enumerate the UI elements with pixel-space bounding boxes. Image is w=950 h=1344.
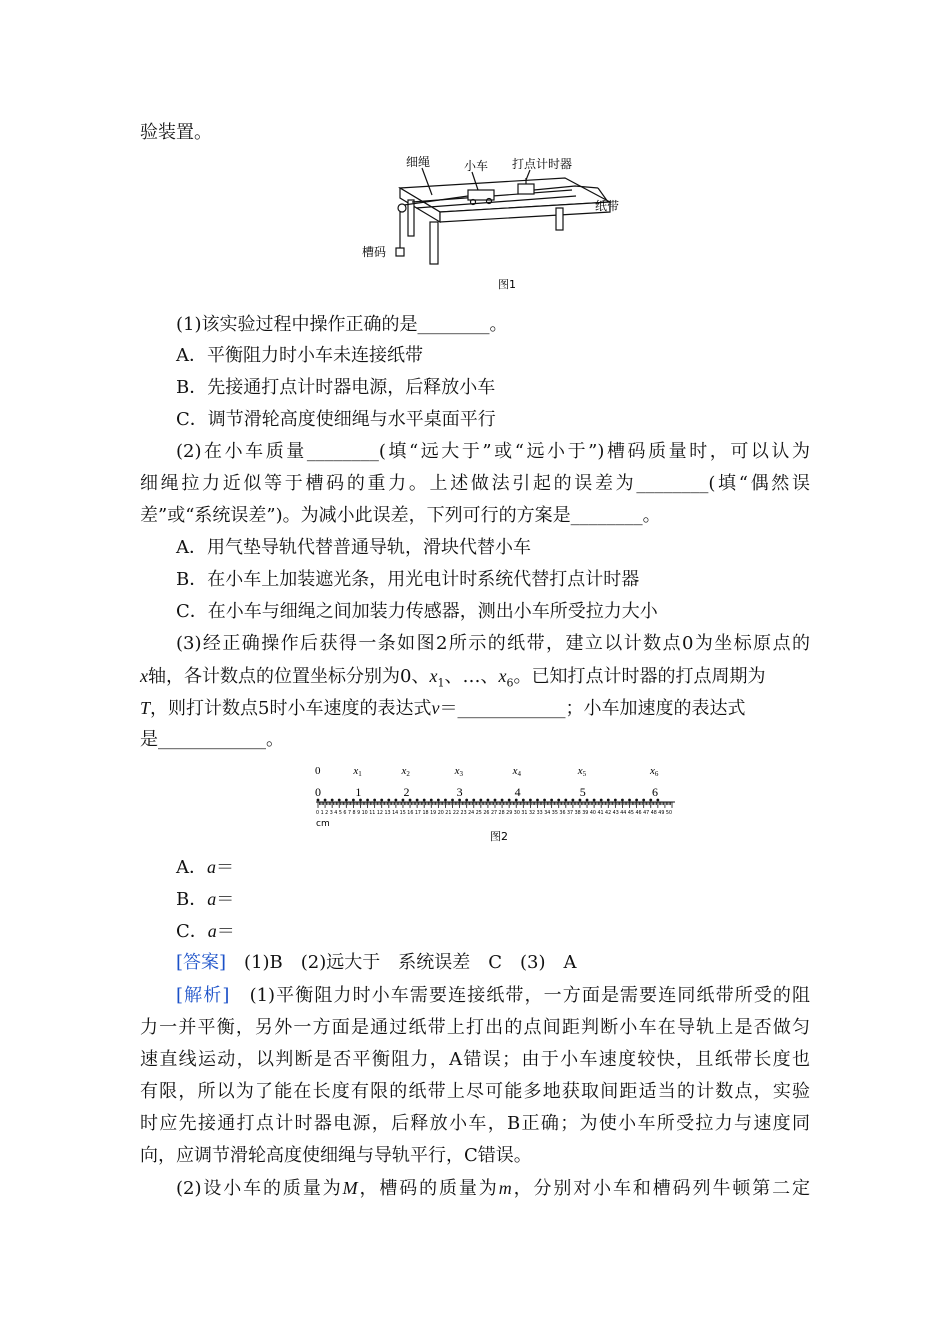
fig2-tape-dot xyxy=(515,799,518,802)
fig2-tape-dot xyxy=(494,799,497,802)
option-a-label: A． xyxy=(176,857,207,878)
answer-text: (1)B (2)远大于 系统误差 C (3) A xyxy=(226,952,577,973)
analysis-line-1 xyxy=(176,981,810,1011)
fig2-point-number: 1 xyxy=(355,785,362,799)
fig2-tape-dot xyxy=(373,799,376,802)
q3-line-3b: ＝____________；小车加速度的表达式 xyxy=(439,698,746,719)
q3-line-2b: 。已知打点计时器的打点周期为 xyxy=(513,666,766,687)
q3-line-3 xyxy=(140,693,745,724)
fig2-tape-dot xyxy=(338,799,341,802)
fig2-tape-dot xyxy=(409,799,412,802)
q2-option-a: A．用气垫导轨代替普通导轨，滑块代替小车 xyxy=(176,537,531,558)
fig2-tape-dot xyxy=(501,799,504,802)
fig2-x-label: x5 xyxy=(577,765,587,778)
fig2-tape-dot xyxy=(423,799,426,802)
fig2-point-number: 4 xyxy=(514,785,521,799)
option-b-var: a xyxy=(207,889,217,909)
fig2-x-label: x4 xyxy=(512,765,522,778)
analysis-tag: [解析] xyxy=(176,985,230,1006)
fig2-tape-dot xyxy=(614,799,617,802)
fig2-tape-dot xyxy=(437,799,440,802)
q3-x6-var: x xyxy=(498,666,507,686)
answer-line xyxy=(176,948,577,978)
fig2-tape-dot xyxy=(444,799,447,802)
q1-option-b: B．先接通打点计时器电源，后释放小车 xyxy=(176,377,496,398)
fig2-tape-dot xyxy=(557,799,560,802)
analysis-m-var: m xyxy=(498,1178,512,1198)
analysis-text-1: (1)平衡阻力时小车需要连接纸带，一方面是需要连同纸带所受的阻 xyxy=(229,985,810,1006)
analysis-line-3: 速直线运动，以判断是否平衡阻力，A错误；由于小车速度较快，且纸带长度也 xyxy=(140,1049,810,1070)
fig2-tape-dot xyxy=(607,799,610,802)
fig2-tape-dot xyxy=(586,799,589,802)
fig2-tape-dot xyxy=(430,799,433,802)
fig2-tape-dot xyxy=(479,799,482,802)
q3-sep: 、…、 xyxy=(444,666,499,687)
fig2-tape-dot xyxy=(522,799,525,802)
q3-line-2a: 轴，各计数点的位置坐标分别为0、 xyxy=(148,666,430,687)
q1-option-a: A．平衡阻力时小车未连接纸带 xyxy=(176,345,423,366)
q3-x6-sub: 6 xyxy=(506,676,514,690)
fig2-tape-dot xyxy=(380,799,383,802)
fig2-origin-label: 0 xyxy=(315,765,321,777)
option-a-var: a xyxy=(207,857,216,877)
fig2-tape-dot xyxy=(324,799,327,802)
q1-option-c: C．调节滑轮高度使细绳与水平桌面平行 xyxy=(176,409,496,430)
q3-x1-var: x xyxy=(429,666,438,686)
option-a xyxy=(176,852,234,883)
fig2-point-number: 0 xyxy=(315,785,321,799)
fig2-tape-dot xyxy=(536,799,539,802)
fig2-tape-dot xyxy=(458,799,461,802)
fig2-tape-dot xyxy=(345,799,348,802)
fig2-tape-dot xyxy=(628,799,631,802)
analysis-7c: ，分别对小车和槽码列牛顿第二定 xyxy=(511,1178,811,1199)
q2-option-b: B．在小车上加装遮光条，用光电计时系统代替打点计时器 xyxy=(176,569,640,590)
q2-option-c: C．在小车与细绳之间加装力传感器，测出小车所受拉力大小 xyxy=(176,601,658,622)
q3-line-4: 是____________。 xyxy=(140,729,284,750)
fig1-label-weight: 槽码 xyxy=(362,245,387,259)
fig2-caption: 图2 xyxy=(490,830,508,843)
fig2-tape-dot xyxy=(508,799,511,802)
q3-x1-sub: 1 xyxy=(437,676,445,690)
fig2-tape-dot xyxy=(387,799,390,802)
intro-end-text: 验装置。 xyxy=(140,122,212,143)
q2-line-3: 差”或“系统误差”)。为减小此误差，下列可行的方案是________。 xyxy=(140,505,661,526)
q3-x-var: x xyxy=(140,666,148,686)
analysis-7a: (2)设小车的质量为 xyxy=(176,1178,343,1199)
fig1-label-cart: 小车 xyxy=(464,159,489,173)
fig2-tape-dot xyxy=(359,799,362,802)
fig2-tape-dot xyxy=(649,799,652,802)
fig2-x-label: x6 xyxy=(650,765,659,778)
figure-2-tape xyxy=(310,760,680,850)
fig2-tape-dot xyxy=(550,799,553,802)
q1-stem: (1)该实验过程中操作正确的是________。 xyxy=(176,314,508,335)
fig2-tape-dot xyxy=(579,799,582,802)
fig1-label-timer: 打点计时器 xyxy=(512,157,573,171)
fig2-tape-dot xyxy=(642,799,645,802)
fig1-caption: 图1 xyxy=(498,278,516,290)
analysis-line-4: 有限，所以为了能在长度有限的纸带上尽可能多地获取间距适当的计数点，实验 xyxy=(140,1081,810,1102)
fig2-tape-dot xyxy=(394,799,397,802)
fig2-tape-dot xyxy=(635,799,638,802)
fig2-tape-dot xyxy=(352,799,355,802)
fig2-tape-dot xyxy=(331,799,334,802)
fig2-tape-dot xyxy=(656,799,659,802)
option-c-eq: ＝ xyxy=(216,921,235,942)
fig1-label-tape: 纸带 xyxy=(595,199,620,213)
fig2-tape-dot xyxy=(593,799,596,802)
analysis-line-7 xyxy=(176,1173,810,1204)
fig2-point-number: 5 xyxy=(579,785,586,799)
fig2-x-label: x1 xyxy=(353,765,362,778)
fig2-tape-dot xyxy=(564,799,567,802)
fig2-x-label: x2 xyxy=(401,765,410,778)
fig2-tape-dot xyxy=(621,799,624,802)
fig1-label-rope: 细绳 xyxy=(406,155,431,169)
q2-line-1: (2)在小车质量________(填“远大于”或“远小于”)槽码质量时，可以认为 xyxy=(176,441,810,462)
fig2-tape-dot xyxy=(366,799,369,802)
fig2-unit: cm xyxy=(316,819,330,829)
option-a-eq: ＝ xyxy=(216,857,234,878)
fig2-small-ticks: 0 1 2 3 4 5 6 7 8 9 10 11 12 13 14 15 16 17 18 19 20 21 22 23 24 25 26 27 28 29 30 31 32 33 34 35 36 37 38 39 40 41 42 43 44 45 46 47 48 49 50 xyxy=(316,810,672,816)
fig2-tape-dot xyxy=(529,799,532,802)
fig2-tape-dot xyxy=(402,799,405,802)
analysis-line-5: 时应先接通打点计时器电源，后释放小车，B正确；为使小车所受拉力与速度同 xyxy=(140,1113,810,1134)
q2-line-2: 细绳拉力近似等于槽码的重力。上述做法引起的误差为________(填“偶然误 xyxy=(140,473,810,494)
q3-v-var: v xyxy=(431,698,440,718)
figure-1-apparatus xyxy=(360,150,630,290)
option-c-var: a xyxy=(207,921,217,941)
option-c-label: C． xyxy=(176,921,208,942)
fig2-tape-dot xyxy=(451,799,454,802)
fig2-tape-dot xyxy=(487,799,490,802)
fig2-tape-dot xyxy=(600,799,603,802)
fig2-tape-dot xyxy=(571,799,574,802)
fig2-tape-dot xyxy=(465,799,468,802)
option-b xyxy=(176,884,234,915)
option-b-label: B． xyxy=(176,889,208,910)
fig2-point-number: 6 xyxy=(652,785,659,799)
option-b-eq: ＝ xyxy=(216,889,235,910)
fig2-tape-dot xyxy=(317,799,320,802)
fig2-tape-dot xyxy=(543,799,546,802)
analysis-line-2: 力一并平衡，另外一方面是通过纸带上打出的点间距判断小车在导轨上是否做匀 xyxy=(140,1017,810,1038)
answer-tag: [答案] xyxy=(176,952,227,973)
analysis-M-var: M xyxy=(342,1178,358,1198)
q3-line-3a: ，则打计数点5时小车速度的表达式 xyxy=(150,698,432,719)
analysis-7b: ，槽码的质量为 xyxy=(357,1178,499,1199)
fig2-point-number: 2 xyxy=(403,785,410,799)
fig2-x-label: x3 xyxy=(454,765,463,778)
q3-line-1: (3)经正确操作后获得一条如图2所示的纸带，建立以计数点0为坐标原点的 xyxy=(176,633,810,654)
option-c xyxy=(176,916,235,947)
fig2-tape-dot xyxy=(472,799,475,802)
q3-T-var: T xyxy=(140,698,151,718)
analysis-line-6: 向，应调节滑轮高度使细绳与导轨平行，C错误。 xyxy=(140,1145,532,1166)
fig2-point-number: 3 xyxy=(456,785,463,799)
fig2-tape-dot xyxy=(416,799,419,802)
